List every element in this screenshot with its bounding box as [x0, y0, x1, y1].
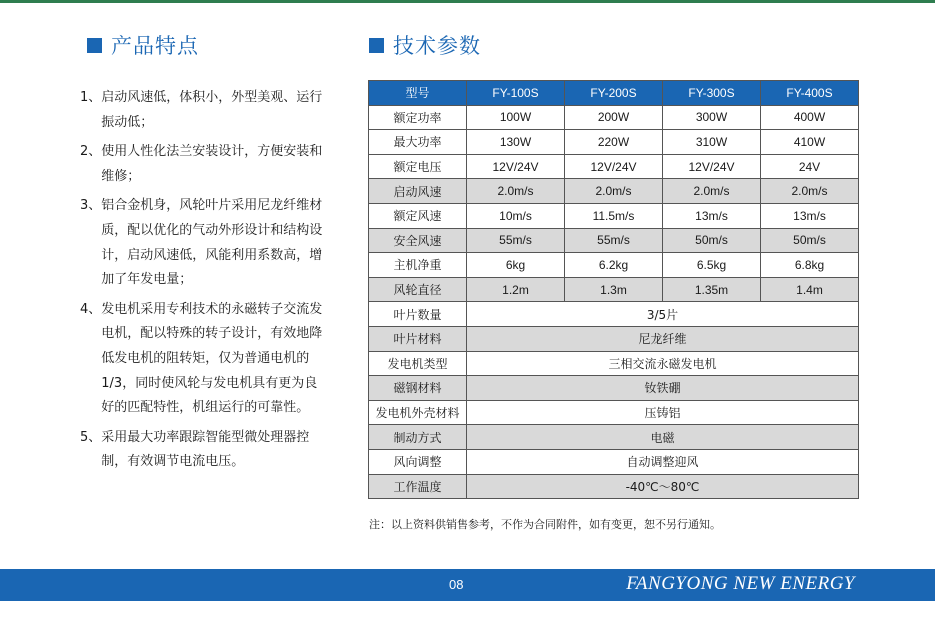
table-cell: 100W [467, 105, 565, 130]
feature-text: 铝合金机身，风轮叶片采用尼龙纤维材质，配以优化的气动外形设计和结构设计，启动风速低，风能利用系数高，增加了年发电量； [101, 198, 323, 288]
table-row [369, 474, 859, 499]
table-cell: 12V/24V [467, 154, 565, 179]
table-row [369, 130, 859, 155]
table-row [369, 400, 859, 425]
table-row [369, 351, 859, 376]
table-cell: 10m/s [467, 203, 565, 228]
table-row [369, 449, 859, 474]
header-cell: FY-200S [565, 81, 663, 106]
merged-cell: 三相交流永磁发电机 [467, 351, 859, 376]
features-heading [87, 30, 199, 60]
table-row [369, 277, 859, 302]
table-cell: 50m/s [761, 228, 859, 253]
row-label: 叶片材料 [369, 326, 467, 351]
table-cell: 2.0m/s [565, 179, 663, 204]
row-label: 安全风速 [369, 228, 467, 253]
top-rule [0, 0, 935, 3]
feature-number: 5、 [80, 429, 102, 445]
table-cell: 12V/24V [565, 154, 663, 179]
feature-number: 1、 [80, 90, 102, 105]
feature-item [80, 426, 330, 475]
header-cell-model: 型号 [369, 81, 467, 106]
table-cell: 6kg [467, 253, 565, 278]
page-number: 08 [449, 577, 464, 592]
row-label: 额定功率 [369, 105, 467, 130]
row-label: 发电机外壳材料 [369, 400, 467, 425]
row-label: 工作温度 [369, 474, 467, 499]
table-row [369, 228, 859, 253]
feature-item [80, 140, 330, 189]
specs-heading [369, 30, 481, 60]
feature-text: 启动风速低，体积小，外型美观、运行振动低； [101, 90, 323, 130]
table-row [369, 376, 859, 401]
row-label: 启动风速 [369, 179, 467, 204]
table-cell: 6.8kg [761, 253, 859, 278]
merged-cell: 钕铁硼 [467, 376, 859, 401]
feature-item [80, 298, 330, 421]
table-cell: 2.0m/s [761, 179, 859, 204]
table-row [369, 326, 859, 351]
table-row [369, 425, 859, 450]
square-bullet-icon [369, 38, 384, 53]
table-cell: 24V [761, 154, 859, 179]
specs-title: 技术参数 [393, 34, 481, 58]
merged-cell: 自动调整迎风 [467, 449, 859, 474]
feature-item [80, 86, 330, 135]
feature-text: 发电机采用专利技术的永磁转子交流发电机，配以特殊的转子设计，有效地降低发电机的阻转矩，仅为普通电机的1/3，同时使风轮与发电机具有更为良好的匹配特性，机组运行的可靠性。 [101, 301, 323, 416]
merged-cell: 尼龙纤维 [467, 326, 859, 351]
table-cell: 1.3m [565, 277, 663, 302]
table-cell: 12V/24V [663, 154, 761, 179]
table-cell: 1.35m [663, 277, 761, 302]
header-cell: FY-300S [663, 81, 761, 106]
table-cell: 310W [663, 130, 761, 155]
table-cell: 55m/s [467, 228, 565, 253]
table-cell: 1.2m [467, 277, 565, 302]
disclaimer-note: 注：以上资料供销售参考，不作为合同附件，如有变更，恕不另行通知。 [369, 518, 721, 531]
table-row [369, 203, 859, 228]
row-label: 额定电压 [369, 154, 467, 179]
table-cell: 300W [663, 105, 761, 130]
table-cell: 13m/s [761, 203, 859, 228]
table-cell: 2.0m/s [663, 179, 761, 204]
row-label: 主机净重 [369, 253, 467, 278]
table-cell: 200W [565, 105, 663, 130]
features-title: 产品特点 [111, 34, 199, 58]
table-cell: 220W [565, 130, 663, 155]
table-header-row [369, 81, 859, 106]
table-cell: 11.5m/s [565, 203, 663, 228]
feature-number: 4、 [80, 301, 102, 317]
merged-cell: 3/5片 [467, 302, 859, 327]
feature-text: 使用人性化法兰安装设计，方便安装和维修； [101, 144, 323, 184]
table-row [369, 105, 859, 130]
table-cell: 2.0m/s [467, 179, 565, 204]
table-cell: 55m/s [565, 228, 663, 253]
feature-number: 2、 [80, 144, 102, 160]
footer-bar [0, 569, 935, 601]
header-cell: FY-100S [467, 81, 565, 106]
table-cell: 1.4m [761, 277, 859, 302]
row-label: 磁钢材料 [369, 376, 467, 401]
specs-table [368, 80, 859, 499]
row-label: 最大功率 [369, 130, 467, 155]
row-label: 叶片数量 [369, 302, 467, 327]
brand-name: FANGYONG NEW ENERGY [626, 573, 855, 594]
square-bullet-icon [87, 38, 102, 53]
table-cell: 13m/s [663, 203, 761, 228]
merged-cell: -40℃～80℃ [467, 474, 859, 499]
row-label: 发电机类型 [369, 351, 467, 376]
table-row [369, 179, 859, 204]
merged-cell: 电磁 [467, 425, 859, 450]
table-cell: 6.5kg [663, 253, 761, 278]
table-cell: 50m/s [663, 228, 761, 253]
row-label: 风向调整 [369, 449, 467, 474]
feature-item [80, 194, 330, 292]
table-cell: 6.2kg [565, 253, 663, 278]
table-row [369, 253, 859, 278]
row-label: 风轮直径 [369, 277, 467, 302]
table-cell: 410W [761, 130, 859, 155]
row-label: 制动方式 [369, 425, 467, 450]
table-cell: 400W [761, 105, 859, 130]
features-list [80, 86, 330, 480]
feature-number: 3、 [80, 198, 102, 214]
table-row [369, 302, 859, 327]
row-label: 额定风速 [369, 203, 467, 228]
merged-cell: 压铸铝 [467, 400, 859, 425]
feature-text: 采用最大功率跟踪智能型微处理器控制，有效调节电流电压。 [101, 429, 310, 470]
table-row [369, 154, 859, 179]
header-cell: FY-400S [761, 81, 859, 106]
table-cell: 130W [467, 130, 565, 155]
